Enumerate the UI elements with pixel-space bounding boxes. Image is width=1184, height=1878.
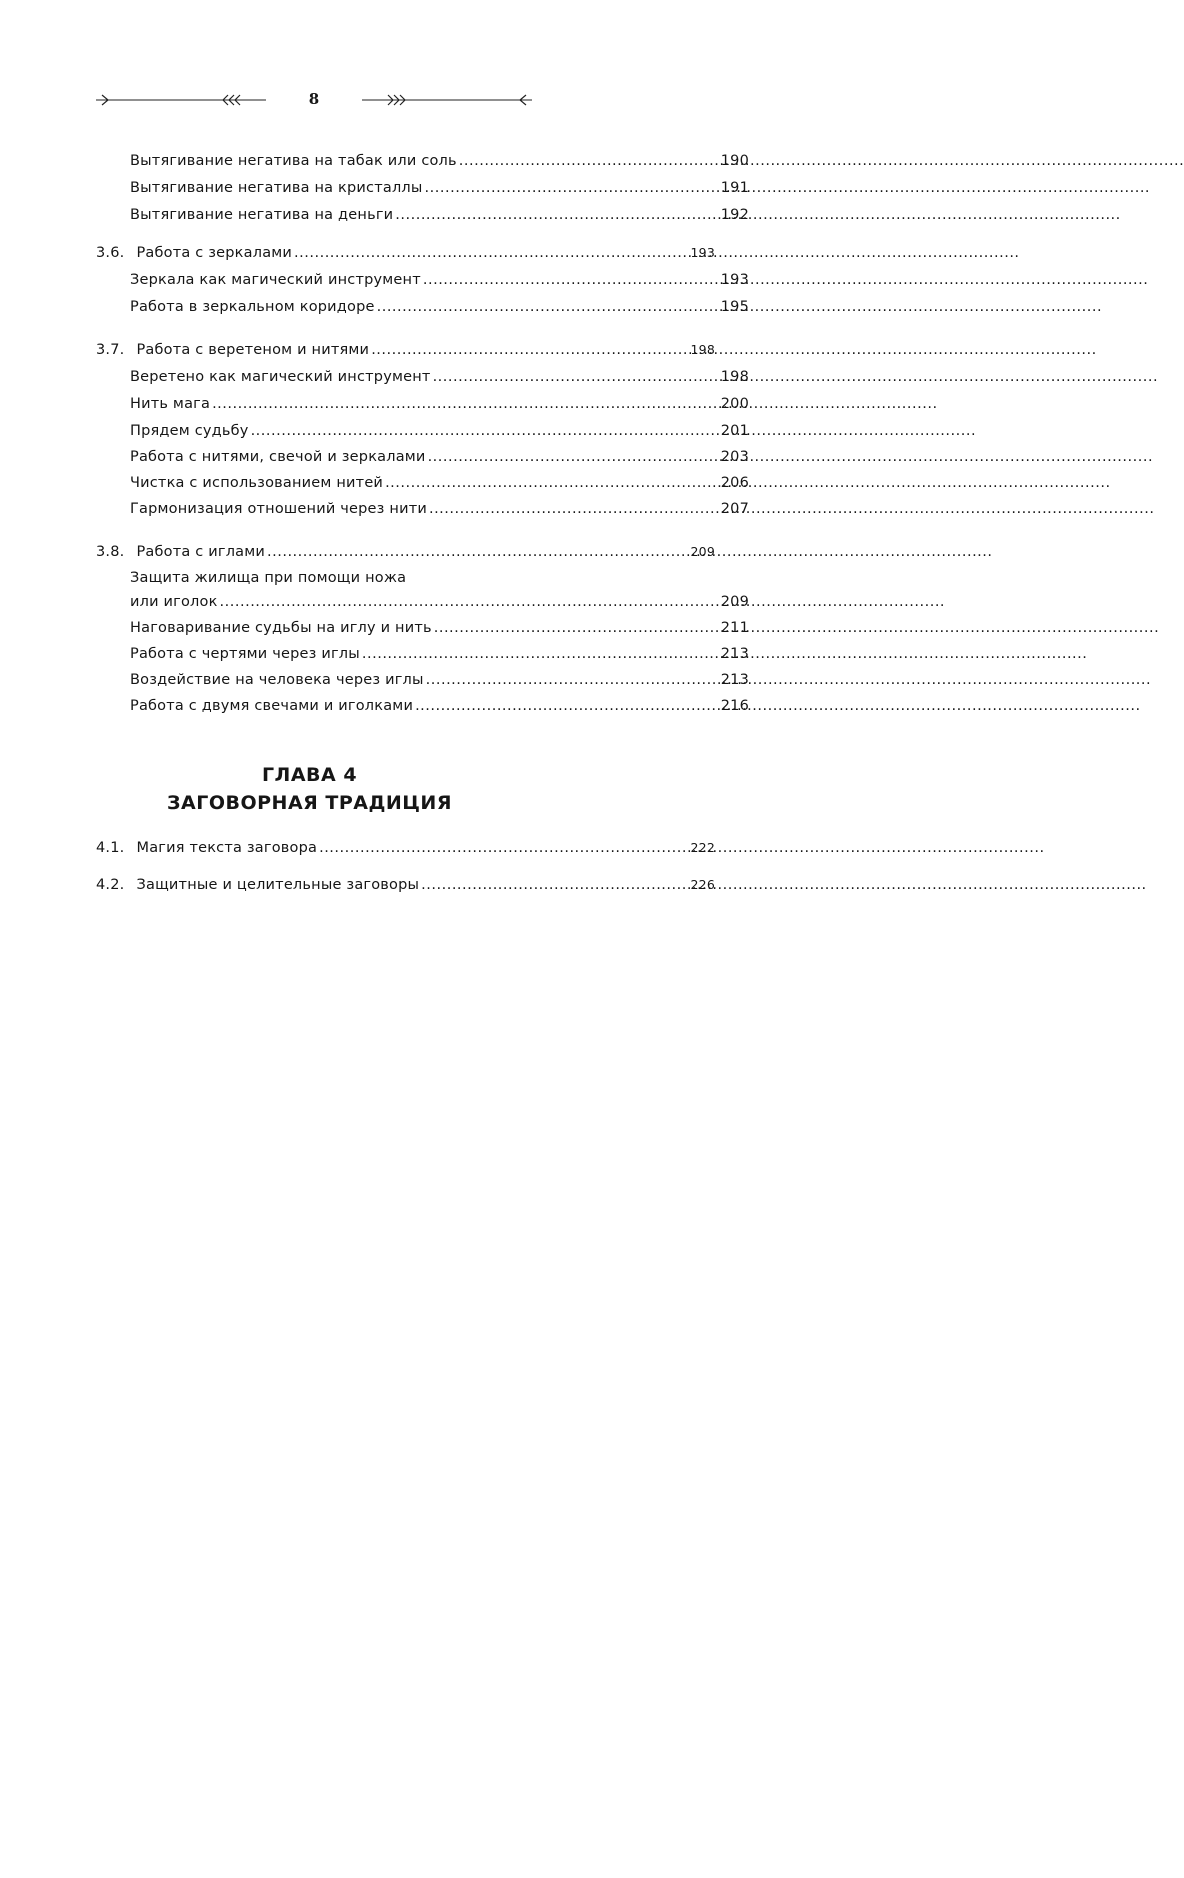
toc-entry-page: 216	[720, 698, 749, 714]
toc-section-page: 226	[690, 877, 715, 892]
toc-section-page: 198	[690, 342, 715, 357]
toc-entry-title: Нить мага	[130, 396, 211, 412]
toc-entry	[130, 594, 749, 610]
toc-section-4-2	[96, 877, 715, 893]
toc-entry-title: Наговаривание судьбы на иглу и нить	[130, 620, 432, 636]
toc-entry	[130, 272, 749, 288]
toc-entry-page: 213	[720, 646, 749, 662]
toc-entry	[130, 369, 749, 385]
toc-section-page: 209	[690, 544, 715, 559]
toc-entry	[130, 620, 749, 636]
toc-section-title: Работа с зеркалами	[136, 245, 293, 261]
toc-entry-page: 211	[720, 620, 749, 636]
toc-section-title: Работа с веретеном и нитями	[136, 342, 370, 358]
toc-entry-first-line: Защита жилища при помощи ножа	[130, 570, 407, 586]
toc-entry-page: 192	[720, 207, 749, 223]
toc-entry-title: Воздействие на человека через иглы	[130, 672, 424, 688]
book-page	[0, 0, 749, 1001]
toc-entry	[130, 423, 749, 439]
toc-entry-title: Вытягивание негатива на кристаллы	[130, 180, 423, 196]
toc-section-3-7	[96, 342, 715, 358]
chapter-number: ГЛАВА 4	[261, 764, 358, 786]
chapter-title: ЗАГОВОРНАЯ ТРАДИЦИЯ	[167, 792, 452, 814]
toc-entry-page: 201	[720, 423, 749, 439]
toc-entry	[130, 180, 749, 196]
toc-entry-title: или иголок	[130, 594, 218, 610]
toc-entry	[130, 672, 749, 688]
toc-entry	[130, 475, 749, 491]
toc-entry-title: Чистка с использованием нитей	[130, 475, 384, 491]
toc-entry-page: 207	[720, 501, 749, 517]
toc-entry-title: Вытягивание негатива на деньги	[130, 207, 394, 223]
page-header	[96, 86, 532, 114]
toc-entry	[130, 153, 749, 169]
toc-entry-title: Гармонизация отношений через нити	[130, 501, 427, 517]
toc-entry	[130, 396, 749, 412]
toc-section-number: 4.1.	[96, 840, 125, 856]
toc-section-title: Защитные и целительные заговоры	[136, 877, 420, 893]
toc-section-number: 3.6.	[96, 245, 125, 261]
toc-entry-title: Работа с нитями, свечой и зеркалами	[130, 449, 426, 465]
toc-entry-page: 193	[720, 272, 749, 288]
toc-entry-title: Веретено как магический инструмент	[130, 369, 431, 385]
toc-entry-page: 195	[720, 299, 749, 315]
toc-section-number: 3.8.	[96, 544, 125, 560]
toc-entry	[130, 299, 749, 315]
toc-entry	[130, 449, 749, 465]
toc-entry	[130, 646, 749, 662]
toc-section-3-6	[96, 245, 715, 261]
toc-entry	[130, 501, 749, 517]
toc-section-number: 4.2.	[96, 877, 125, 893]
toc-section-page: 193	[690, 245, 715, 260]
toc-section-3-8	[96, 544, 715, 560]
toc-entry-title: Прядем судьбу	[130, 423, 249, 439]
toc-section-number: 3.7.	[96, 342, 125, 358]
toc-entry-title: Работа в зеркальном коридоре	[130, 299, 375, 315]
toc-entry-page: 209	[720, 594, 749, 610]
page-number: 8	[308, 90, 320, 108]
toc-entry-title: Работа с двумя свечами и иголками	[130, 698, 414, 714]
toc-entry-page: 191	[720, 180, 749, 196]
toc-section-4-1	[96, 840, 715, 856]
toc-entry	[130, 207, 749, 223]
toc-entry-title: Зеркала как магический инструмент	[130, 272, 421, 288]
toc-section-title: Магия текста заговора	[136, 840, 318, 856]
toc-entry-title: Работа с чертями через иглы	[130, 646, 360, 662]
toc-entry-page: 213	[720, 672, 749, 688]
toc-entry-page: 200	[720, 396, 749, 412]
toc-section-title: Работа с иглами	[136, 544, 266, 560]
toc-entry-page: 190	[720, 153, 749, 169]
toc-section-page: 222	[690, 840, 715, 855]
toc-entry-page: 206	[720, 475, 749, 491]
toc-entry	[130, 698, 749, 714]
toc-entry-page: 203	[720, 449, 749, 465]
toc-entry-title: Вытягивание негатива на табак или соль	[130, 153, 457, 169]
toc-entry-page: 198	[720, 369, 749, 385]
